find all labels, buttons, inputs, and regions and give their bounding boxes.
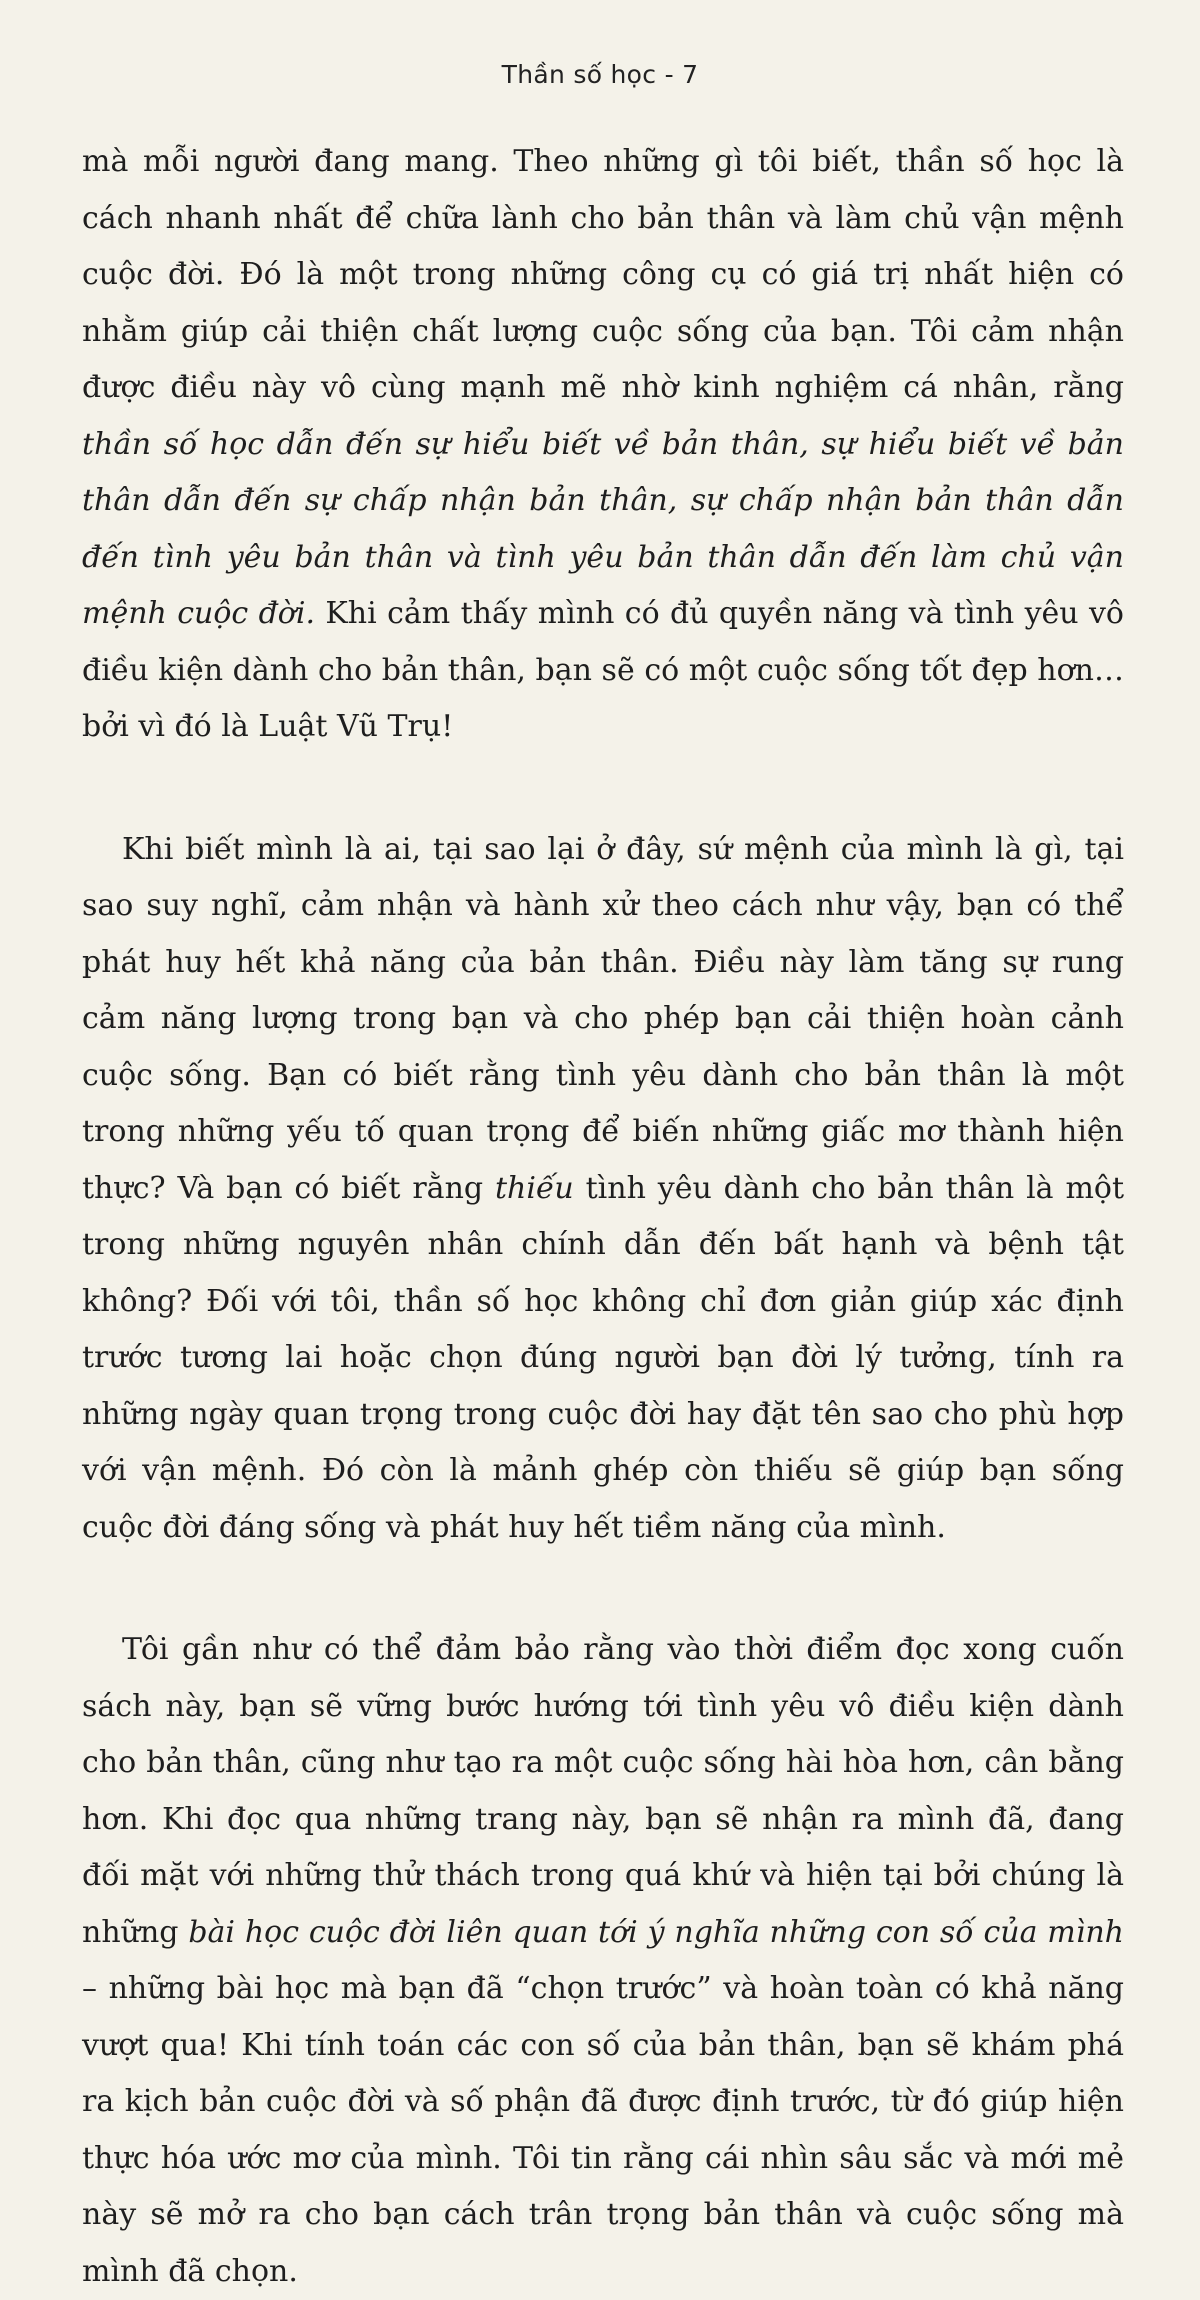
paragraph-1-run-2-italic: thần số học dẫn đến sự hiểu biết về bản thân, sự hiểu biết về bản thân dẫn đến sự chấp nhận bản thân, sự chấp nhận bản thân dẫn đến tình yêu bản thân và tình yêu bản thân dẫn đến làm chủ vận mệnh cuộc đời. (82, 426, 1124, 631)
paragraph-2-run-3: tình yêu dành cho bản thân là một trong những nguyên nhân chính dẫn đến bất hạnh và bệnh tật không? Đối với tôi, thần số học không chỉ đơn giản giúp xác định trước tương lai hoặc chọn đúng người bạn đời lý tưởng, tính ra những ngày quan trọng trong cuộc đời hay đặt tên sao cho phù hợp với vận mệnh. Đó còn là mảnh ghép còn thiếu sẽ giúp bạn sống cuộc đời đáng sống và phát huy hết tiềm năng của mình. (82, 1170, 1125, 1545)
paragraph-3-run-1: Tôi gần như có thể đảm bảo rằng vào thời điểm đọc xong cuốn sách này, bạn sẽ vững bước hướng tới tình yêu vô điều kiện dành cho bản thân, cũng như tạo ra một cuộc sống hài hòa hơn, cân bằng hơn. Khi đọc qua những trang này, bạn sẽ nhận ra mình đã, đang đối mặt với những thử thách trong quá khứ và hiện tại bởi chúng là những (82, 1632, 1124, 1950)
paragraph-1 (82, 134, 1124, 756)
paragraph-2-run-1: Khi biết mình là ai, tại sao lại ở đây, sứ mệnh của mình là gì, tại sao suy nghĩ, cảm nhận và hành xử theo cách như vậy, bạn có thể phát huy hết khả năng của bản thân. Điều này làm tăng sự rung cảm năng lượng trong bạn và cho phép bạn cải thiện hoàn cảnh cuộc sống. Bạn có biết rằng tình yêu dành cho bản thân là một trong những yếu tố quan trọng để biến những giấc mơ thành hiện thực? Và bạn có biết rằng (82, 831, 1124, 1206)
page-body (82, 134, 1124, 2300)
paragraph-3-run-2-italic: bài học cuộc đời liên quan tới ý nghĩa những con số của mình (188, 1914, 1124, 1950)
paragraph-3 (82, 1622, 1124, 2300)
paragraph-1-run-1: mà mỗi người đang mang. Theo những gì tôi biết, thần số học là cách nhanh nhất để chữa lành cho bản thân và làm chủ vận mệnh cuộc đời. Đó là một trong những công cụ có giá trị nhất hiện có nhằm giúp cải thiện chất lượng cuộc sống của bạn. Tôi cảm nhận được điều này vô cùng mạnh mẽ nhờ kinh nghiệm cá nhân, rằng (82, 144, 1124, 405)
paragraph-2-run-2-italic: thiếu (494, 1170, 574, 1206)
paragraph-1-run-3: Khi cảm thấy mình có đủ quyền năng và tình yêu vô điều kiện dành cho bản thân, bạn sẽ có một cuộc sống tốt đẹp hơn… bởi vì đó là Luật Vũ Trụ! (82, 596, 1124, 744)
paragraph-3-run-3: – những bài học mà bạn đã “chọn trước” và hoàn toàn có khả năng vượt qua! Khi tính toán các con số của bản thân, bạn sẽ khám phá ra kịch bản cuộc đời và số phận đã được định trước, từ đó giúp hiện thực hóa ước mơ của mình. Tôi tin rằng cái nhìn sâu sắc và mới mẻ này sẽ mở ra cho bạn cách trân trọng bản thân và cuộc sống mà mình đã chọn. (82, 1971, 1124, 2289)
running-header: Thần số học - 7 (501, 60, 699, 89)
paragraph-2 (82, 822, 1124, 1557)
